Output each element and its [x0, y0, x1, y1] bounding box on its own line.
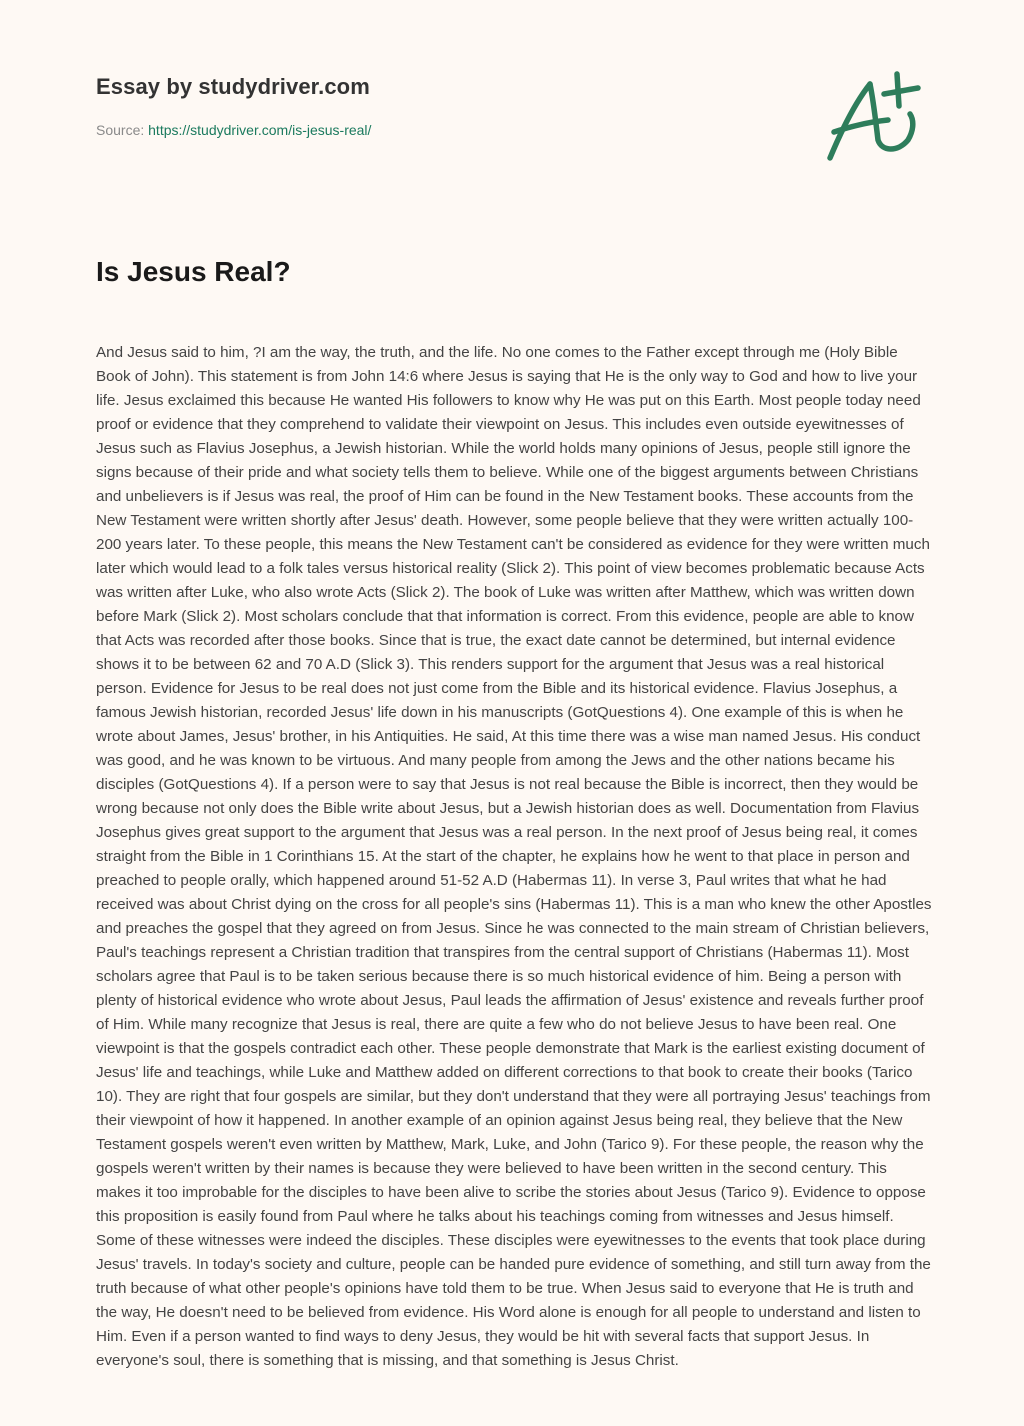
essay-body: And Jesus said to him, ?I am the way, the truth, and the life. No one comes to the Father except through me (Holy Bible Book of John). This statement is from John 14:6 where Jesus is saying that He is the only way to God and how to live your life. Jesus exclaimed this because He wanted His followers to know why He was put on this Earth. Most people today need proof or evidence that they comprehend to validate their viewpoint on Jesus. This includes even outside eyewitnesses of Jesus such as Flavius Josephus, a Jewish historian. While the world holds many opinions of Jesus, people still ignore the signs because of their pride and what society tells them to believe. While one of the biggest arguments between Christians and unbelievers is if Jesus was real, the proof of Him can be found in the New Testament books. These accounts from the New Testament were written shortly after Jesus' death. However, some people believe that they were written actually 100- 200 years later. To these people, this means the New Testament can't be considered as evidence for they were written much later which would lead to a folk tales versus historical reality (Slick 2). This point of view becomes problematic because Acts was written after Luke, who also wrote Acts (Slick 2). The book of Luke was written after Matthew, which was written down before Mark (Slick 2). Most scholars conclude that that information is correct. From this evidence, people are able to know that Acts was recorded after those books. Since that is true, the exact date cannot be determined, but internal evidence shows it to be between 62 and 70 A.D (Slick 3). This renders support for the argument that Jesus was a real historical person. Evidence for Jesus to be real does not just come from the Bible and its historical evidence. Flavius Josephus, a famous Jewish historian, recorded Jesus' life down in his manuscripts (GotQuestions 4). One example of this is when he wrote about James, Jesus' brother, in his Antiquities. He said, At this time there was a wise man named Jesus. His conduct was good, and he was known to be virtuous. And many people from among the Jews and the other nations became his disciples (GotQuestions 4). If a person were to say that Jesus is not real because the Bible is incorrect, then they would be wrong because not only does the Bible write about Jesus, but a Jewish historian does as well. Documentation from Flavius Josephus gives great support to the argument that Jesus was a real person. In the next proof of Jesus being real, it comes straight from the Bible in 1 Corinthians 15. At the start of the chapter, he explains how he went to that place in person and preached to people orally, which happened around 51-52 A.D (Habermas 11). In verse 3, Paul writes that what he had received was about Christ dying on the cross for all people's sins (Habermas 11). This is a man who knew the other Apostles and preaches the gospel that they agreed on from Jesus. Since he was connected to the main stream of Christian believers, Paul's teachings represent a Christian tradition that transpires from the central support of Christians (Habermas 11). Most scholars agree that Paul is to be taken serious because there is so much historical evidence of him. Being a person with plenty of historical evidence who wrote about Jesus, Paul leads the affirmation of Jesus' existence and reveals further proof of Him. While many recognize that Jesus is real, there are quite a few who do not believe Jesus to have been real. One viewpoint is that the gospels contradict each other. These people demonstrate that Mark is the earliest existing document of Jesus' life and teachings, while Luke and Matthew added on different corrections to that book to create their books (Tarico 10). They are right that four gospels are similar, but they don't understand that they were all portraying Jesus' teachings from their viewpoint of how it happened. In another example of an opinion against Jesus being real, they believe that the New Testament gospels weren't even written by Matthew, Mark, Luke, and John (Tarico 9). For these people, the reason why the gospels weren't written by their names is because they were believed to have been written in the second century. This makes it too improbable for the disciples to have been alive to scribe the stories about Jesus (Tarico 9). Evidence to oppose this proposition is easily found from Paul where he talks about his teachings coming from witnesses and Jesus himself. Some of these witnesses were indeed the disciples. These disciples were eyewitnesses to the events that took place during Jesus' travels. In today's society and culture, people can be handed pure evidence of something, and still turn away from the truth because of what other people's opinions have told them to be true. When Jesus said to everyone that He is truth and the way, He doesn't need to be believed from evidence. His Word alone is enough for all people to understand and listen to Him. Even if a person wanted to find ways to deny Jesus, they would be hit with several facts that support Jesus. In everyone's soul, there is something that is missing, and that something is Jesus Christ. [96, 344, 932, 1369]
source-label: Source: [96, 122, 145, 138]
source-line [96, 122, 371, 138]
essay-title: Is Jesus Real? [96, 256, 291, 287]
a-plus-grade-icon [818, 64, 930, 168]
source-link[interactable]: https://studydriver.com/is-jesus-real/ [148, 122, 372, 138]
site-title: Essay by studydriver.com [96, 74, 370, 99]
